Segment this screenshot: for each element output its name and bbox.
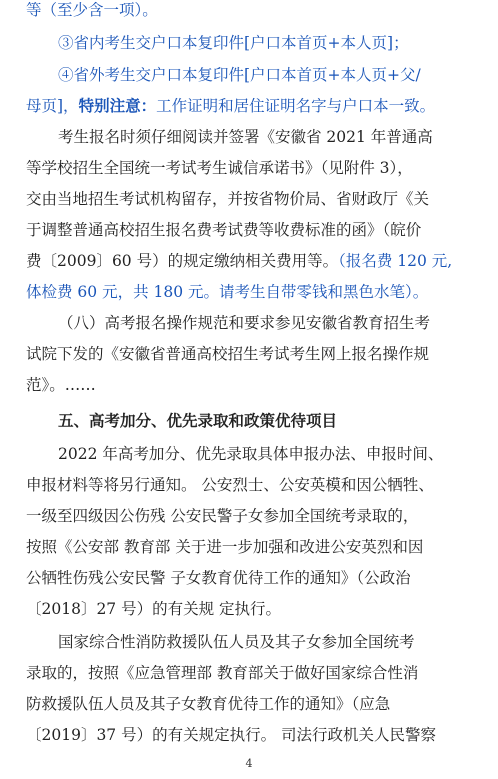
text-line: （八）高考报名操作规范和要求参见安徽省教育招生考 [58,314,431,332]
section-heading: 五、高考加分、优先录取和政策优待项目 [58,411,338,430]
text-line: 按照《公安部 教育部 关于进一步加强和改进公安英烈和因 [26,538,424,556]
text-line: 录取的，按照《应急管理部 教育部关于做好国家综合性消 [26,664,419,682]
special-note-label: 特别注意： [78,96,157,115]
text-line: 试院下发的《安徽省普通高校招生考试考生网上报名操作规 [26,345,430,363]
text-line: 等（至少含一项）。 [26,1,158,19]
text-line: 交由当地招生考试机构留存，并按省物价局、省财政厅《关 [26,190,430,208]
fee-note: （报名费 120 元, [338,252,453,270]
text-line: ③省内考生交户口本复印件[户口本首页+本人页]； [58,34,409,52]
text-line: 国家综合性消防救援队伍人员及其子女参加全国统考 [58,633,415,651]
text-span: 母页]， [26,97,79,115]
text-line: 等学校招生全国统一考试考生诚信承诺书》（见附件 3）， [26,159,413,177]
text-line: 公牺牲伤残公安民警 子女教育优待工作的通知》（公政治 [26,569,411,587]
text-line: ④省外考生交户口本复印件[户口本首页+本人页+父/ [58,66,421,84]
text-line: 于调整普通高校招生报名费考试费等收费标准的函》（皖价 [26,221,422,239]
text-line: 防救援队伍人员及其子女教育优待工作的通知》（应急 [26,695,391,713]
text-line: 申报材料等将另行通知。 公安烈士、公安英模和因公牺牲、 [26,476,434,494]
text-line [26,251,452,271]
text-line: 体检费 60 元，共 180 元。请考生自带零钱和黑色水笔）。 [26,283,429,301]
text-line: 〔2019〕37 号）的有关规定执行。 司法行政机关人民警察 [26,726,437,744]
text-line: 考生报名时须仔细阅读并签署《安徽省 2021 年普通高 [58,128,433,146]
text-line: 〔2018〕27 号）的有关规 定执行。 [26,600,282,618]
text-line: 范》。…… [26,376,96,394]
page-number: 4 [245,757,253,770]
text-line: 2022 年高考加分、优先录取具体申报办法、申报时间、 [58,445,444,463]
text-span: 工作证明和居住证明名字与户口本一致。 [156,97,436,115]
text-line: 一级至四级因公伤残 公安民警子女参加全国统考录取的， [26,507,419,525]
text-span: 费〔2009〕60 号）的规定缴纳相关费用等。 [26,252,339,270]
text-line [26,96,435,116]
